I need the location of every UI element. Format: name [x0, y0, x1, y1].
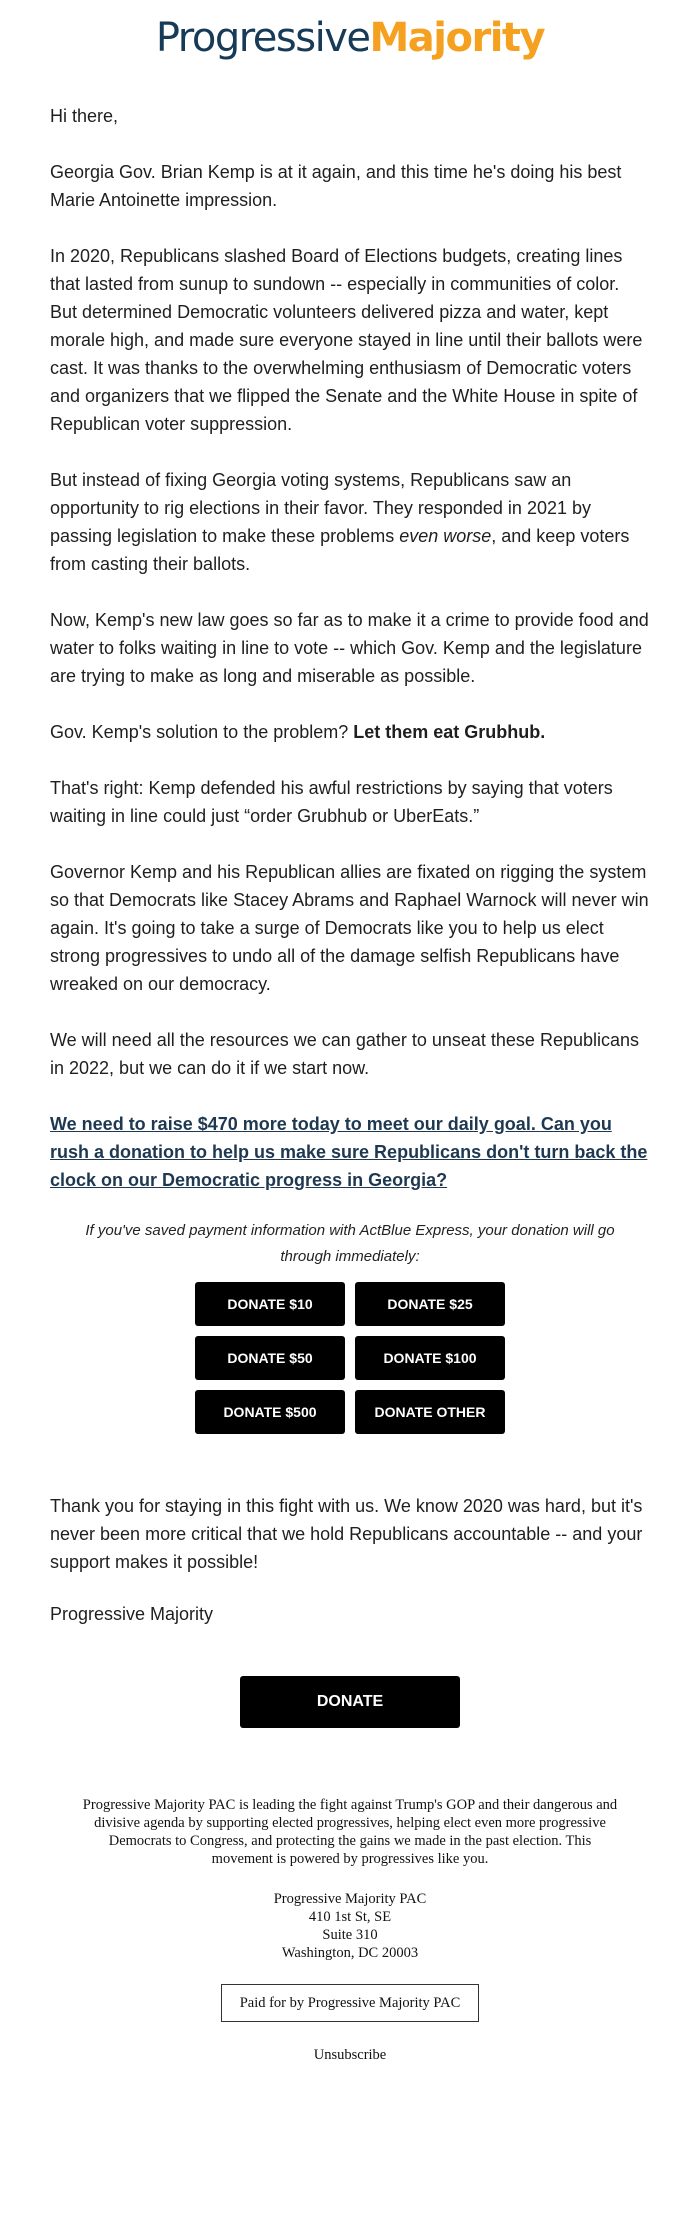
logo-word-majority: Majority [369, 15, 545, 61]
address-line: 410 1st St, SE [308, 1909, 392, 1925]
paragraph-new-law: Now, Kemp's new law goes so far as to make it a crime to provide food and water to folks waiting in line to vote -- which Gov. Kemp and the legislature are trying to make as long and miserable as possible. [50, 610, 649, 686]
mailing-address [0, 1890, 700, 1962]
donate-other-button[interactable]: DONATE OTHER [355, 1390, 505, 1434]
donate-100-button[interactable]: DONATE $100 [355, 1336, 505, 1380]
footer-blurb: Progressive Majority PAC is leading the fight against Trump's GOP and their dangerous and divisive agenda by supporting elected progressives, helping elect even more progressive Democrats to Congress, and protecting the gains we made in the past election. This movement is powered by progressives like you. [82, 1797, 618, 1867]
address-line: Washington, DC 20003 [281, 1945, 419, 1961]
donate-10-button[interactable]: DONATE $10 [195, 1282, 345, 1326]
logo-word-progressive: Progressive [155, 15, 370, 61]
donate-button[interactable]: DONATE [240, 1676, 460, 1728]
email-body [0, 66, 700, 1194]
brand-logo [0, 0, 700, 66]
address-line: Progressive Majority PAC [273, 1891, 427, 1907]
paragraph-resources: We will need all the resources we can gather to unseat these Republicans in 2022, but we can do it if we start now. [50, 1030, 640, 1078]
email-outro [0, 1434, 700, 1628]
donate-50-button[interactable]: DONATE $50 [195, 1336, 345, 1380]
address-line: Suite 310 [322, 1927, 378, 1943]
unsubscribe-link[interactable]: Unsubscribe [313, 2047, 387, 2063]
paragraph-legislation [50, 466, 650, 578]
emphasis-even-worse: even worse [399, 526, 492, 546]
paragraph-thank-you: Thank you for staying in this fight with us. We know 2020 was hard, but it's never been more critical that we hold Republicans accountable -- and your support makes it possible! [50, 1496, 643, 1572]
paragraph-rigging: Governor Kemp and his Republican allies are fixated on rigging the system so that Democrats like Stacey Abrams and Raphael Warnock will never win again. It's going to take a surge of Democrats like you to help us elect strong progressives to undo all of the damage selfish Republicans have wreaked on our democracy. [50, 862, 649, 994]
paragraph-intro: Georgia Gov. Brian Kemp is at it again, and this time he's doing his best Marie Antoinette impression. [50, 162, 622, 210]
donate-25-button[interactable]: DONATE $25 [355, 1282, 505, 1326]
paragraph-thats-right: That's right: Kemp defended his awful restrictions by saying that voters waiting in line could just “order Grubhub or UberEats.” [50, 778, 613, 826]
signoff: Progressive Majority [50, 1604, 214, 1624]
actblue-note: If you've saved payment information with ActBlue Express, your donation will go through immediately: [85, 1222, 615, 1265]
donate-button-grid [195, 1282, 505, 1434]
bold-grubhub: Let them eat Grubhub. [353, 722, 546, 742]
paid-for-disclaimer: Paid for by Progressive Majority PAC [221, 1984, 480, 2022]
footer [0, 1728, 700, 2064]
greeting: Hi there, [50, 106, 119, 126]
paragraph-solution [50, 718, 650, 746]
donate-500-button[interactable]: DONATE $500 [195, 1390, 345, 1434]
paragraph-legislation-b: , and keep voters from casting their ballots. [50, 526, 630, 574]
paragraph-2020: In 2020, Republicans slashed Board of Elections budgets, creating lines that lasted from sunup to sundown -- especially in communities of color. But determined Democratic volunteers delivered pizza and water, kept morale high, and made sure everyone stayed in line until their ballots were cast. It was thanks to the overwhelming enthusiasm of Democratic voters and organizers that we flipped the Senate and the White House in spite of Republican voter suppression. [50, 246, 643, 434]
paragraph-legislation-a: But instead of fixing Georgia voting systems, Republicans saw an opportunity to rig elections in their favor. They responded in 2021 by passing legislation to make these problems [50, 470, 592, 546]
donation-cta-link[interactable]: We need to raise $470 more today to meet our daily goal. Can you rush a donation to help us make sure Republicans don't turn back the clock on our Democratic progress in Georgia? [50, 1114, 648, 1190]
paragraph-solution-a: Gov. Kemp's solution to the problem? [50, 722, 354, 742]
